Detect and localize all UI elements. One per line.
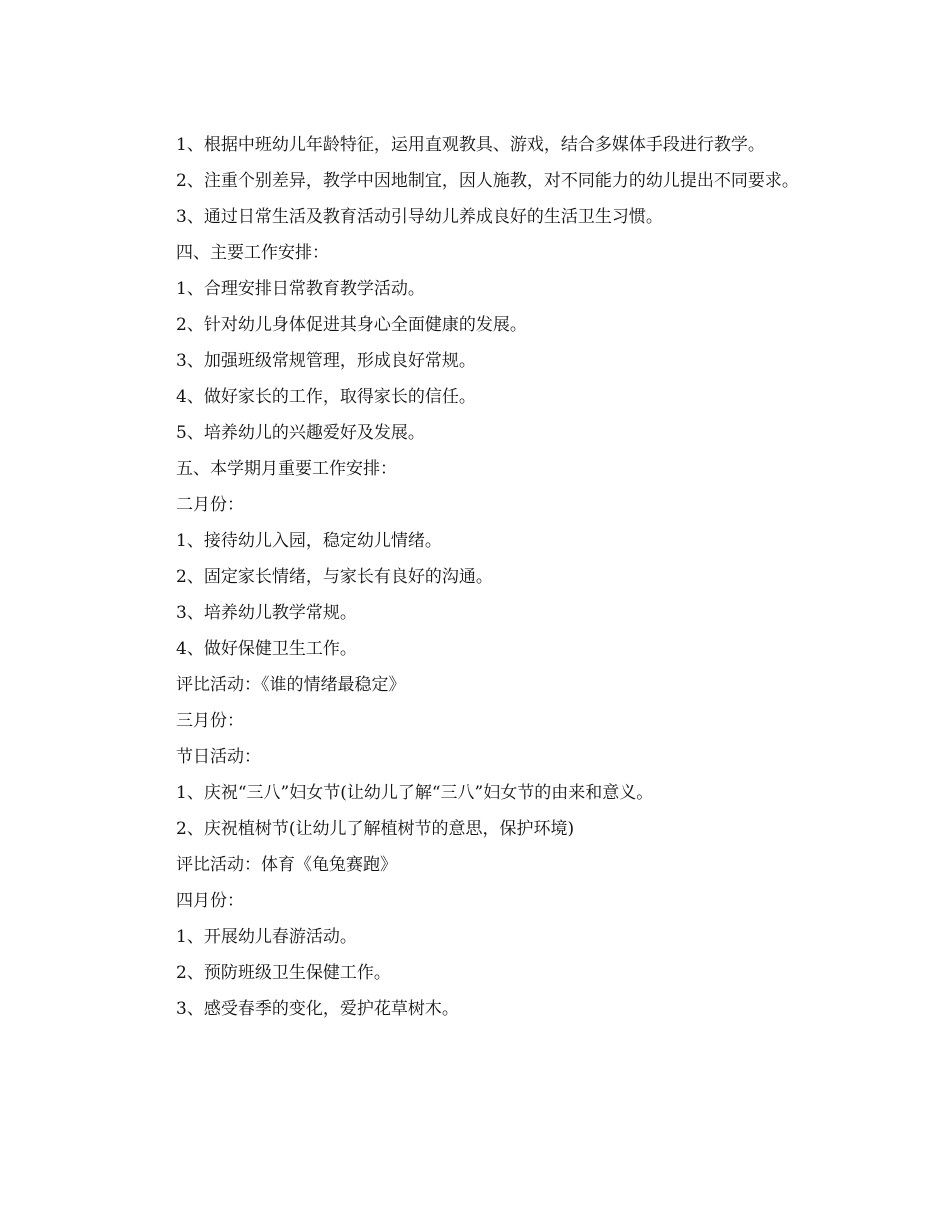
month-heading-april: 四月份：: [176, 891, 244, 911]
document-body: [140, 127, 805, 1027]
month-heading-march: 三月份：: [176, 711, 244, 731]
list-item-february-3: 3、培养幼儿教学常规。: [176, 603, 357, 623]
festival-activities-heading: 节日活动：: [176, 747, 261, 767]
list-item-march-2: 2、庆祝植树节(让幼儿了解植树节的意思，保护环境): [176, 819, 575, 839]
section-heading-main-work: 四、主要工作安排：: [176, 243, 329, 263]
paragraph-teaching-method-2: 2、注重个别差异，教学中因地制宜，因人施教，对不同能力的幼儿提出不同要求。: [176, 171, 799, 191]
evaluation-activity-february: 评比活动：《谁的情绪最稳定》: [176, 675, 406, 695]
list-item-march-1: 1、庆祝“三八”妇女节(让幼儿了解“三八”妇女节的由来和意义。: [176, 783, 654, 803]
list-item-main-work-1: 1、合理安排日常教育教学活动。: [176, 279, 425, 299]
list-item-main-work-2: 2、针对幼儿身体促进其身心全面健康的发展。: [176, 315, 527, 335]
list-item-april-1: 1、开展幼儿春游活动。: [176, 927, 357, 947]
evaluation-activity-march: 评比活动：体育《龟兔赛跑》: [176, 855, 397, 875]
list-item-february-2: 2、固定家长情绪，与家长有良好的沟通。: [176, 567, 493, 587]
list-item-main-work-3: 3、加强班级常规管理，形成良好常规。: [176, 351, 476, 371]
paragraph-teaching-method-1: 1、根据中班幼儿年龄特征，运用直观教具、游戏，结合多媒体手段进行教学。: [176, 135, 765, 155]
section-heading-monthly-work: 五、本学期月重要工作安排：: [176, 459, 397, 479]
list-item-february-1: 1、接待幼儿入园，稳定幼儿情绪。: [176, 531, 442, 551]
list-item-april-2: 2、预防班级卫生保健工作。: [176, 963, 391, 983]
list-item-february-4: 4、做好保健卫生工作。: [176, 639, 357, 659]
paragraph-teaching-method-3: 3、通过日常生活及教育活动引导幼儿养成良好的生活卫生习惯。: [176, 207, 663, 227]
list-item-main-work-5: 5、培养幼儿的兴趣爱好及发展。: [176, 423, 425, 443]
month-heading-february: 二月份：: [176, 495, 244, 515]
list-item-main-work-4: 4、做好家长的工作，取得家长的信任。: [176, 387, 476, 407]
list-item-april-3: 3、感受春季的变化，爱护花草树木。: [176, 999, 459, 1019]
